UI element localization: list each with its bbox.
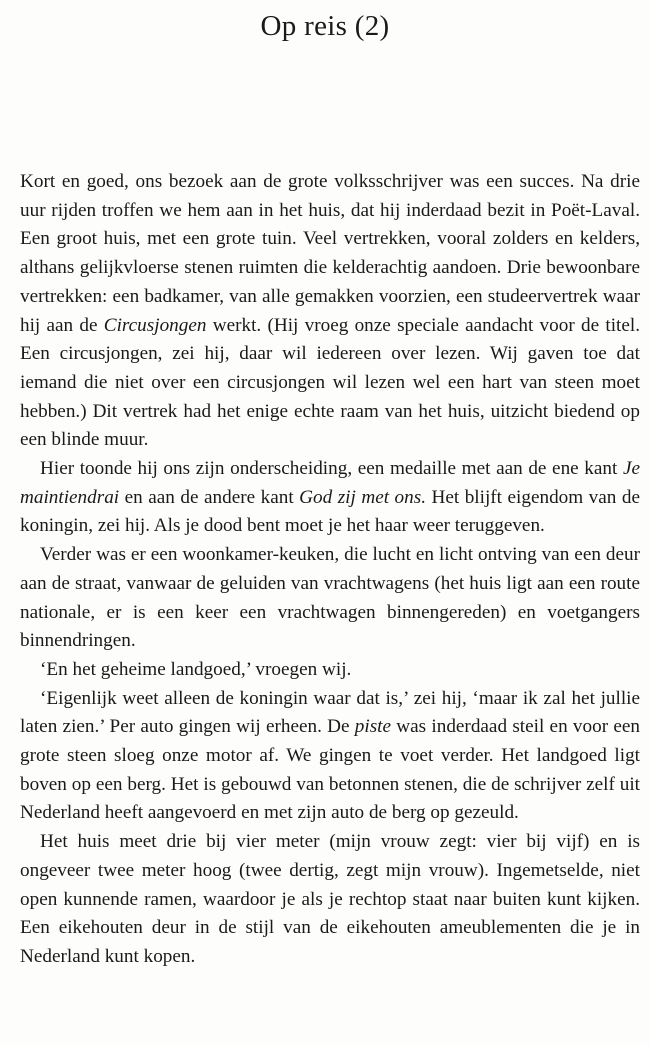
paragraph-1: [20, 168, 640, 455]
text-segment: was inderdaad steil en voor een grote steen sloeg onze motor af. We gingen te voet verder. Het landgoed ligt boven op een berg. Het is gebouwd van betonnen stenen, die de schrijver zelf uit Nederland heeft aangevoerd en met zijn auto de berg op gezeuld.: [20, 716, 640, 824]
page-title: Op reis (2): [260, 10, 390, 42]
text-segment: Het huis meet drie bij vier meter (mijn vrouw zegt: vier bij vijf) en is ongeveer twee meter hoog (twee dertig, zegt mijn vrouw). Ingemetselde, niet open kunnende ramen, waardoor je als je rechtop staat naar buiten kunt kijken. Een eikehouten deur in de stijl van de eikehouten ameublementen die je in Nederland kunt kopen.: [20, 831, 640, 967]
paragraph-6: [20, 828, 640, 972]
text-segment: en aan de andere kant: [119, 486, 300, 508]
text-segment: Kort en goed, ons bezoek aan de grote volksschrijver was een succes. Na drie uur rijden troffen we hem aan in het huis, dat hij inderdaad bezit in Poët-Laval. Een groot huis, met een grote tuin. Veel vertrekken, vooral zolders en kelders, althans gelijkvloerse stenen ruimten die kelderachtig aandoen. Drie bewoonbare vertrekken: een badkamer, van alle gemakken voorzien, een studeervertrek waar hij aan de: [20, 171, 640, 336]
italic-motto: God zij met ons.: [299, 486, 426, 508]
italic-word: piste: [354, 716, 392, 738]
text-segment: Hier toonde hij ons zijn onderscheiding, een medaille met aan de ene kant: [40, 458, 623, 480]
paragraph-3: [20, 541, 640, 656]
italic-title: Circusjongen: [103, 314, 207, 336]
paragraph-2: [20, 455, 640, 541]
text-segment: ‘Eigenlijk weet alleen de koningin waar dat is,’ zei hij, ‘maar ik zal het jullie laten zien.’ Per auto gingen wij erheen. De: [20, 687, 640, 738]
text-segment: Het blijft eigendom van de koningin, zei hij. Als je dood bent moet je het haar weer teruggeven.: [20, 486, 640, 537]
body-text: [20, 168, 640, 972]
paragraph-5: [20, 685, 640, 829]
italic-motto: Je maintiendrai: [20, 458, 640, 508]
paragraph-4: [20, 656, 640, 685]
text-segment: Verder was er een woonkamer-keuken, die lucht en licht ontving van een deur aan de straat, vanwaar de geluiden van vrachtwagens (het huis ligt aan een route nationale, er is een keer een vrachtwagen binnengereden) en voetgangers binnendringen.: [20, 544, 640, 652]
text-segment: werkt. (Hij vroeg onze speciale aandacht voor de titel. Een circusjongen, zei hij, daar wil iedereen over lezen. Wij gaven toe dat iemand die niet over een circusjongen wil lezen wel een hart van steen moet hebben.) Dit vertrek had het enige echte raam van het huis, uitzicht biedend op een blinde muur.: [20, 314, 640, 451]
text-segment: ‘En het geheime landgoed,’ vroegen wij.: [40, 658, 352, 680]
